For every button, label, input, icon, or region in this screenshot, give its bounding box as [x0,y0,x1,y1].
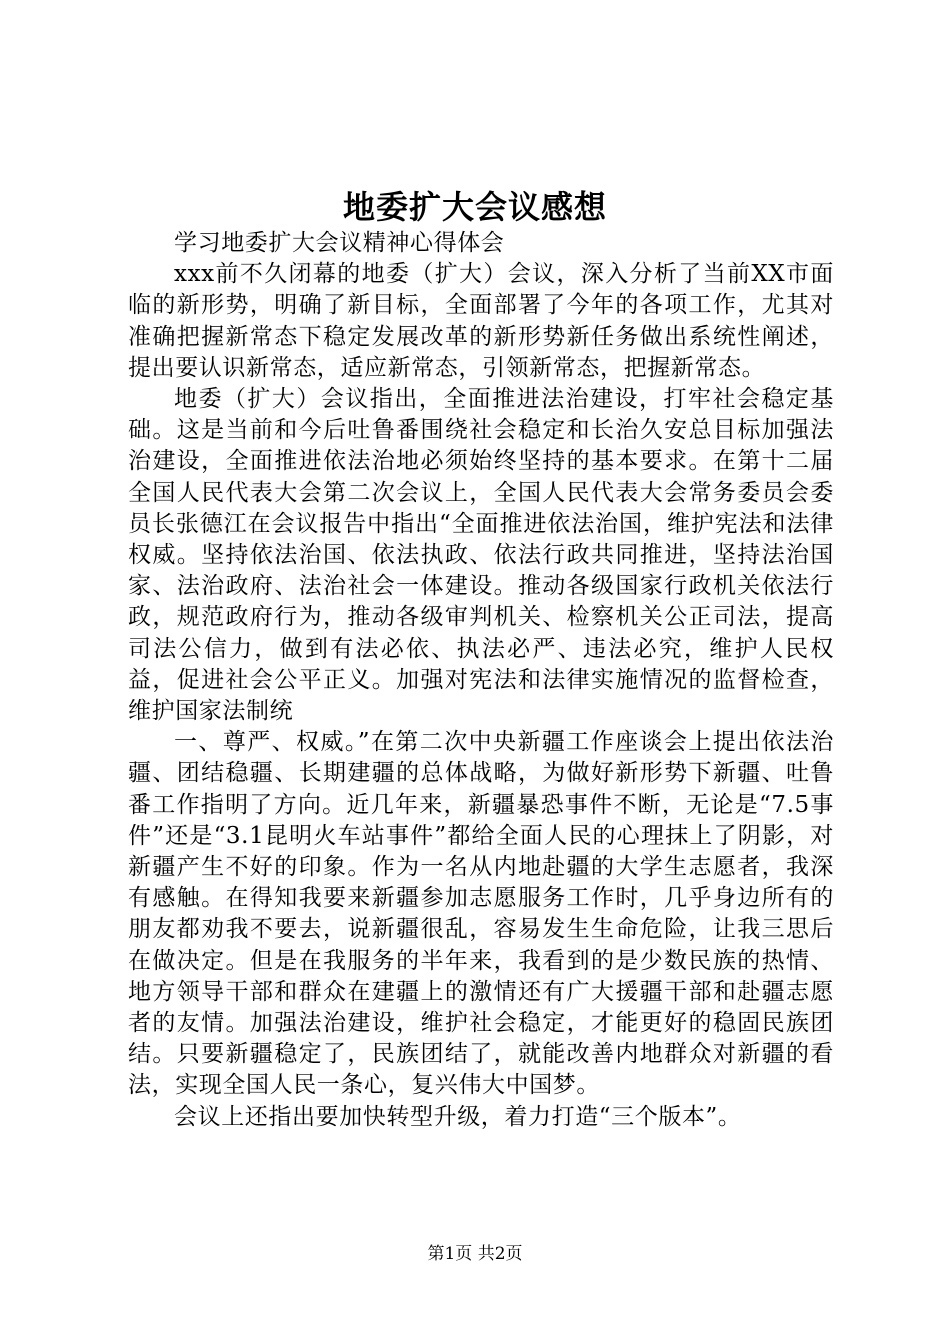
document-title: 地委扩大会议感想 [342,188,607,226]
body-paragraph: xxx前不久闭幕的地委（扩大）会议，深入分析了当前XX市面临的新形势，明确了新目标，全面部署了今年的各项工作，尤其对准确把握新常态下稳定发展改革的新形势新任务做出系统性阐述，提出要认识新常态，适应新常态，引领新常态，把握新常态。 [128,261,834,381]
document-body [128,228,834,1133]
subtitle-paragraph: 学习地委扩大会议精神心得体会 [174,230,505,256]
page-number-footer: 第1页 共2页 [427,1244,523,1264]
body-paragraph: 一、尊严、权威。”在第二次中央新疆工作座谈会上提出依法治疆、团结稳疆、长期建疆的总体战略，为做好新形势下新疆、吐鲁番工作指明了方向。近几年来，新疆暴恐事件不断，无论是“7.5事件”还是“3.1昆明火车站事件”都给全面人民的心理抹上了阴影，对新疆产生不好的印象。作为一名从内地赴疆的大学生志愿者，我深有感触。在得知我要来新疆参加志愿服务工作时，几乎身边所有的朋友都劝我不要去，说新疆很乱，容易发生生命危险，让我三思后在做决定。但是在我服务的半年来，我看到的是少数民族的热情、地方领导干部和群众在建疆上的激情还有广大援疆干部和赴疆志愿者的友情。加强法治建设，维护社会稳定，才能更好的稳固民族团结。只要新疆稳定了，民族团结了，就能改善内地群众对新疆的看法，实现全国人民一条心，复兴伟大中国梦。 [128,729,834,1099]
body-paragraph: 地委（扩大）会议指出，全面推进法治建设，打牢社会稳定基础。这是当前和今后吐鲁番围绕社会稳定和长治久安总目标加强法治建设，全面推进依法治地必须始终坚持的基本要求。在第十二届全国人民代表大会第二次会议上，全国人民代表大会常务委员会委员长张德江在会议报告中指出“全面推进依法治国，维护宪法和法律权威。坚持依法治国、依法执政、依法行政共同推进，坚持法治国家、法治政府、法治社会一体建设。推动各级国家行政机关依法行政，规范政府行为，推动各级审判机关、检察机关公正司法，提高司法公信力，做到有法必依、执法必严、违法必究，维护人民权益，促进社会公平正义。加强对宪法和法律实施情况的监督检查，维护国家法制统 [128,386,834,725]
body-paragraph: 会议上还指出要加快转型升级，着力打造“三个版本”。 [174,1103,742,1130]
